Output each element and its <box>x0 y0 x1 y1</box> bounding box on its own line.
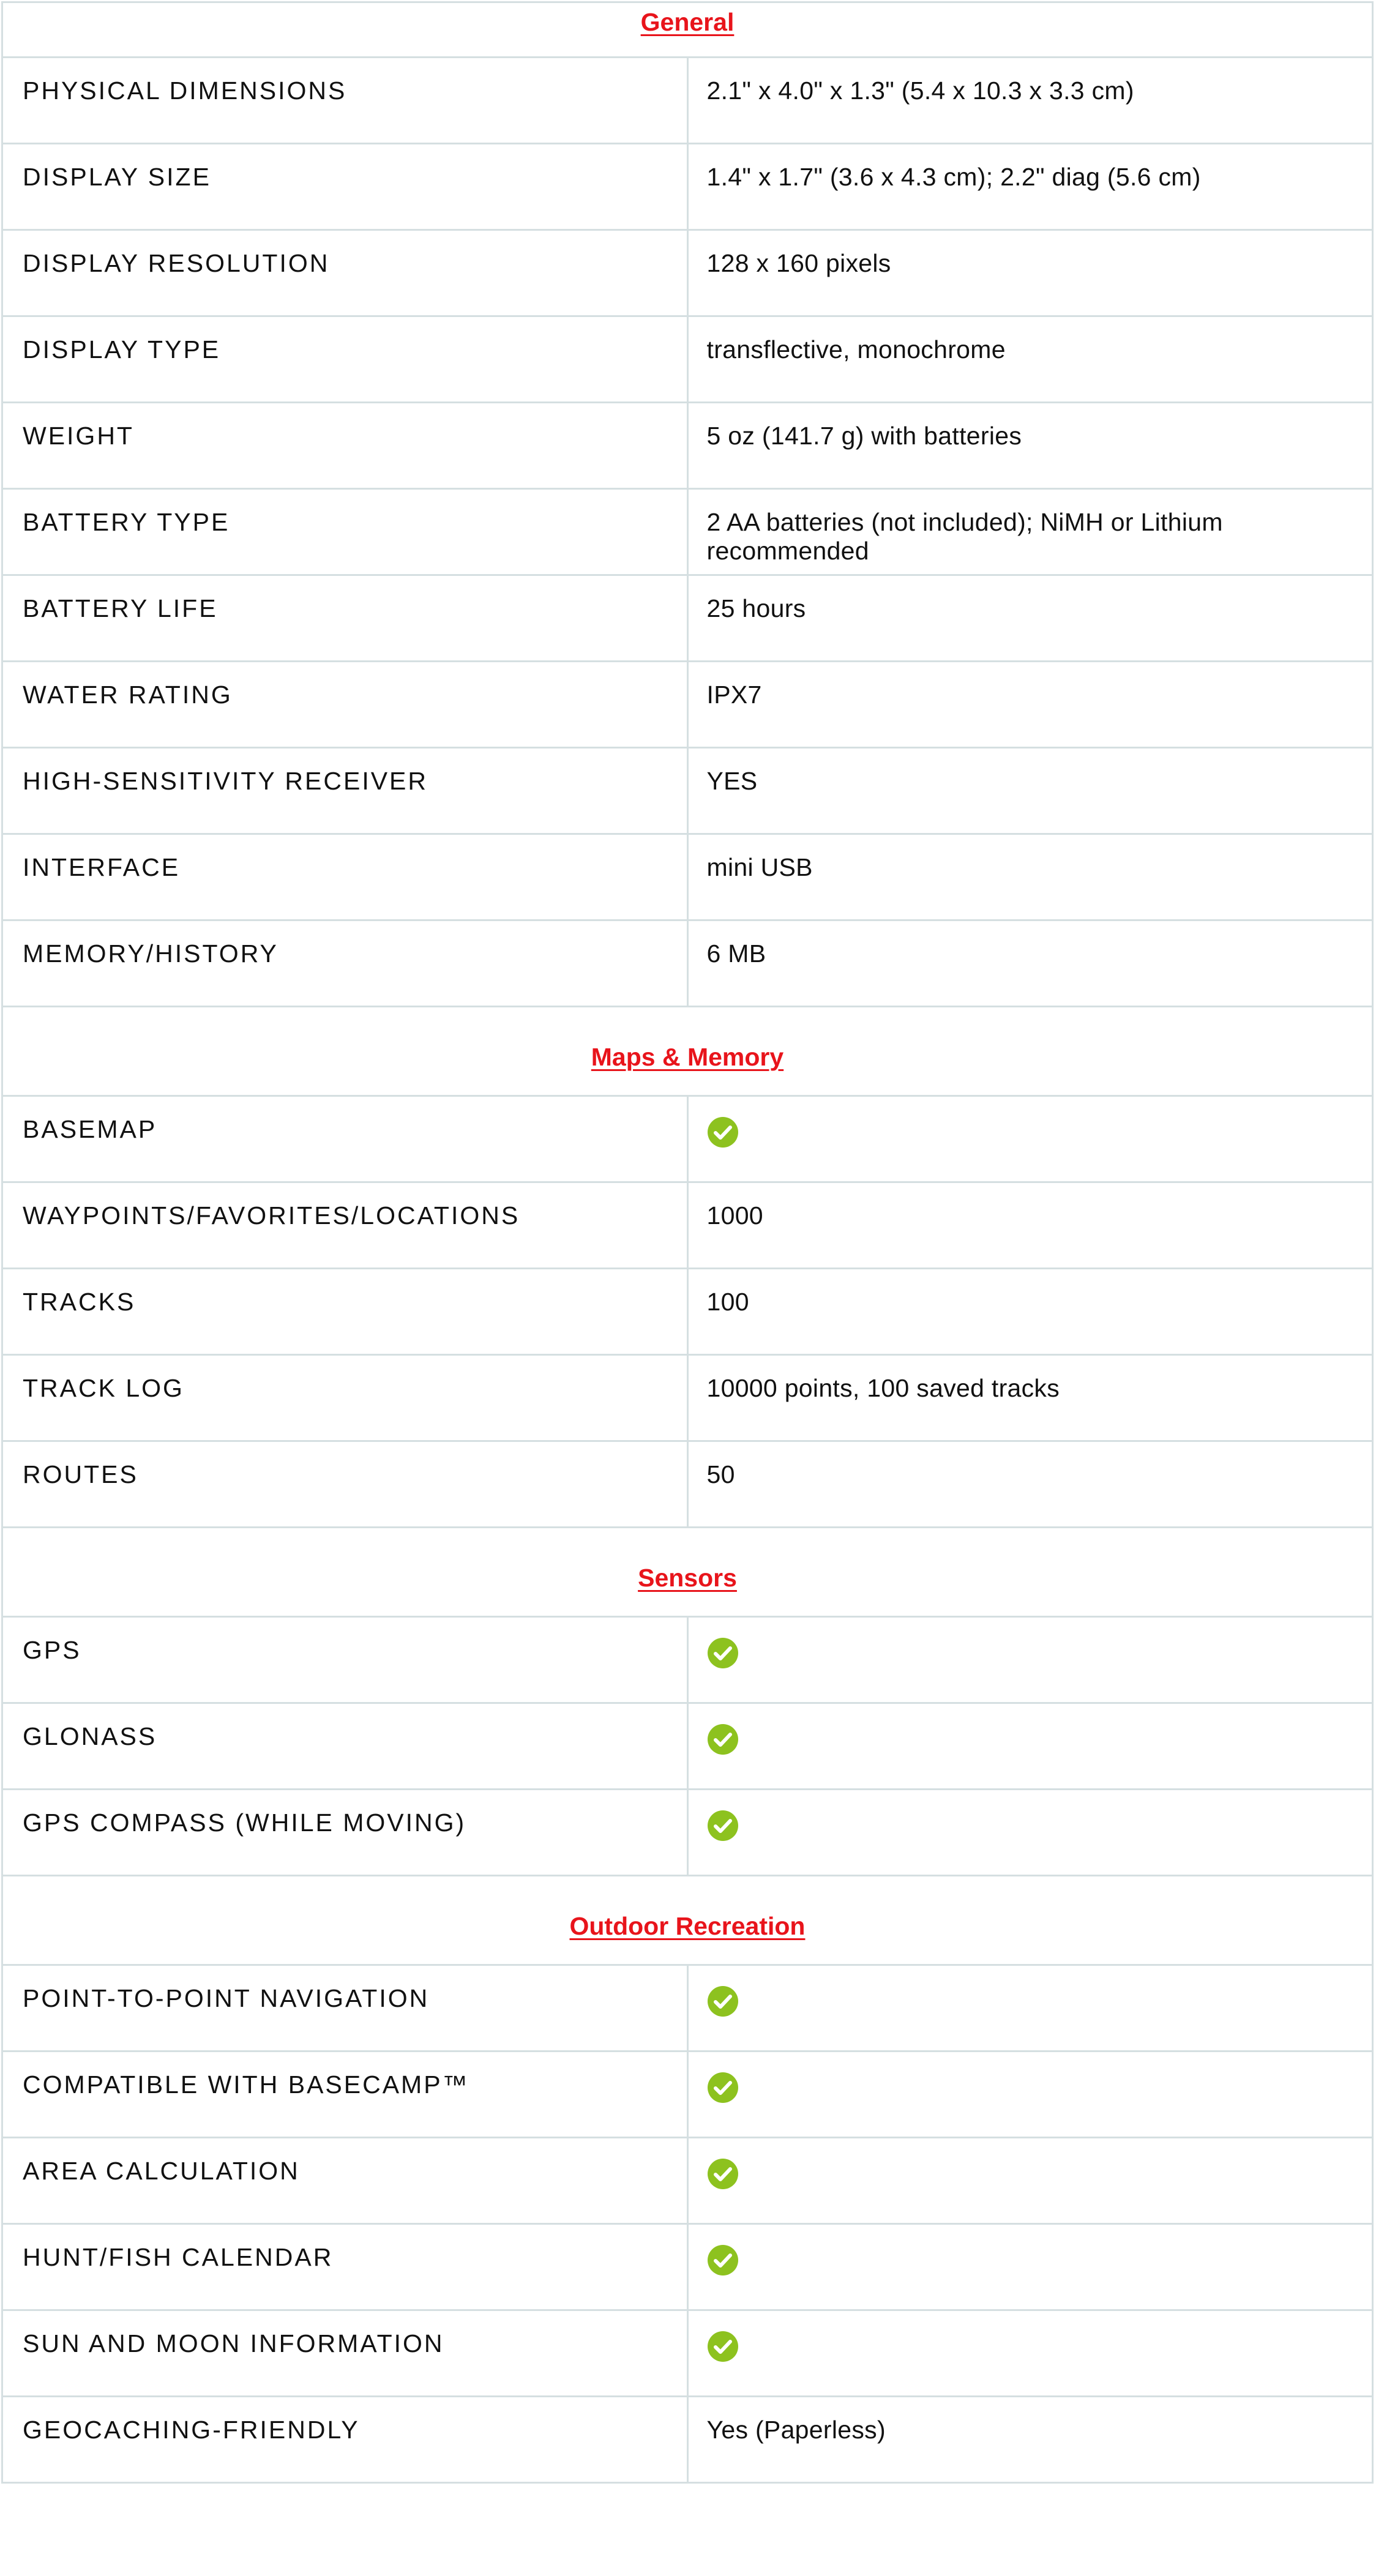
spec-label: BASEMAP <box>2 1096 688 1182</box>
spec-label: DISPLAY RESOLUTION <box>2 230 688 316</box>
spec-label: GEOCACHING-FRIENDLY <box>2 2397 688 2483</box>
spec-value: 100 <box>687 1269 1373 1355</box>
spec-label: MEMORY/HISTORY <box>2 920 688 1007</box>
table-row <box>2 662 1373 748</box>
spec-table <box>1 1 1374 2484</box>
table-row <box>2 2138 1373 2224</box>
spec-value <box>687 2138 1373 2224</box>
spec-value: 50 <box>687 1441 1373 1528</box>
spec-label: SUN AND MOON INFORMATION <box>2 2310 688 2397</box>
spec-value <box>687 2310 1373 2397</box>
spec-table-body <box>2 2 1373 2483</box>
spec-label: POINT-TO-POINT NAVIGATION <box>2 1965 688 2051</box>
table-row <box>2 2397 1373 2483</box>
check-circle-icon <box>707 1985 739 2017</box>
section-title: Outdoor Recreation <box>569 1912 806 1940</box>
section-title: Maps & Memory <box>591 1043 784 1071</box>
table-row <box>2 834 1373 920</box>
table-row <box>2 2051 1373 2138</box>
section-header-cell <box>2 2 1373 58</box>
spec-value: 10000 points, 100 saved tracks <box>687 1355 1373 1441</box>
table-row <box>2 1617 1373 1703</box>
check-circle-icon <box>707 2331 739 2362</box>
spec-label: WEIGHT <box>2 403 688 489</box>
table-row <box>2 1790 1373 1876</box>
spec-value: Yes (Paperless) <box>687 2397 1373 2483</box>
table-row <box>2 575 1373 662</box>
table-row <box>2 489 1373 575</box>
check-circle-icon <box>707 1637 739 1669</box>
table-row <box>2 1096 1373 1182</box>
section-header-cell <box>2 1528 1373 1617</box>
section-header-cell <box>2 1876 1373 1965</box>
check-circle-icon <box>707 2158 739 2190</box>
spec-label: GPS <box>2 1617 688 1703</box>
spec-value: 1000 <box>687 1182 1373 1269</box>
spec-value <box>687 2224 1373 2310</box>
table-row <box>2 2224 1373 2310</box>
spec-label: ROUTES <box>2 1441 688 1528</box>
table-row <box>2 1269 1373 1355</box>
spec-label: PHYSICAL DIMENSIONS <box>2 58 688 144</box>
spec-label: BATTERY LIFE <box>2 575 688 662</box>
table-row <box>2 58 1373 144</box>
check-circle-icon <box>707 1723 739 1755</box>
spec-value: IPX7 <box>687 662 1373 748</box>
spec-value: 6 MB <box>687 920 1373 1007</box>
spec-value: 25 hours <box>687 575 1373 662</box>
spec-value: transflective, monochrome <box>687 316 1373 403</box>
check-circle-icon <box>707 1810 739 1842</box>
spec-label: GLONASS <box>2 1703 688 1790</box>
spec-label: HIGH-SENSITIVITY RECEIVER <box>2 748 688 834</box>
spec-label: GPS COMPASS (WHILE MOVING) <box>2 1790 688 1876</box>
table-row <box>2 144 1373 230</box>
spec-label: WATER RATING <box>2 662 688 748</box>
table-row <box>2 748 1373 834</box>
spec-label: DISPLAY SIZE <box>2 144 688 230</box>
table-row <box>2 1441 1373 1528</box>
spec-value <box>687 1790 1373 1876</box>
spec-value: 2 AA batteries (not included); NiMH or Lithium recommended <box>687 489 1373 575</box>
section-title: Sensors <box>638 1564 737 1592</box>
spec-value <box>687 1703 1373 1790</box>
table-row <box>2 1703 1373 1790</box>
spec-value: 128 x 160 pixels <box>687 230 1373 316</box>
spec-label: WAYPOINTS/FAVORITES/LOCATIONS <box>2 1182 688 1269</box>
table-row <box>2 2310 1373 2397</box>
spec-value <box>687 1617 1373 1703</box>
table-row <box>2 316 1373 403</box>
table-row <box>2 1965 1373 2051</box>
table-row <box>2 1182 1373 1269</box>
check-circle-icon <box>707 1116 739 1148</box>
spec-value: mini USB <box>687 834 1373 920</box>
check-circle-icon <box>707 2072 739 2104</box>
spec-label: TRACK LOG <box>2 1355 688 1441</box>
section-header-row <box>2 1876 1373 1965</box>
section-header-row <box>2 1007 1373 1096</box>
table-row <box>2 230 1373 316</box>
table-row <box>2 403 1373 489</box>
spec-value <box>687 1096 1373 1182</box>
spec-label: HUNT/FISH CALENDAR <box>2 2224 688 2310</box>
section-header-row <box>2 2 1373 58</box>
spec-value: 2.1" x 4.0" x 1.3" (5.4 x 10.3 x 3.3 cm) <box>687 58 1373 144</box>
spec-label: BATTERY TYPE <box>2 489 688 575</box>
spec-label: INTERFACE <box>2 834 688 920</box>
table-row <box>2 920 1373 1007</box>
table-row <box>2 1355 1373 1441</box>
spec-label: AREA CALCULATION <box>2 2138 688 2224</box>
section-header-cell <box>2 1007 1373 1096</box>
spec-label: TRACKS <box>2 1269 688 1355</box>
spec-value <box>687 1965 1373 2051</box>
spec-value <box>687 2051 1373 2138</box>
spec-label: DISPLAY TYPE <box>2 316 688 403</box>
section-header-row <box>2 1528 1373 1617</box>
section-title: General <box>640 8 735 36</box>
spec-label: COMPATIBLE WITH BASECAMP™ <box>2 2051 688 2138</box>
check-circle-icon <box>707 2244 739 2276</box>
spec-value: YES <box>687 748 1373 834</box>
spec-value: 5 oz (141.7 g) with batteries <box>687 403 1373 489</box>
spec-value: 1.4" x 1.7" (3.6 x 4.3 cm); 2.2" diag (5.6 cm) <box>687 144 1373 230</box>
